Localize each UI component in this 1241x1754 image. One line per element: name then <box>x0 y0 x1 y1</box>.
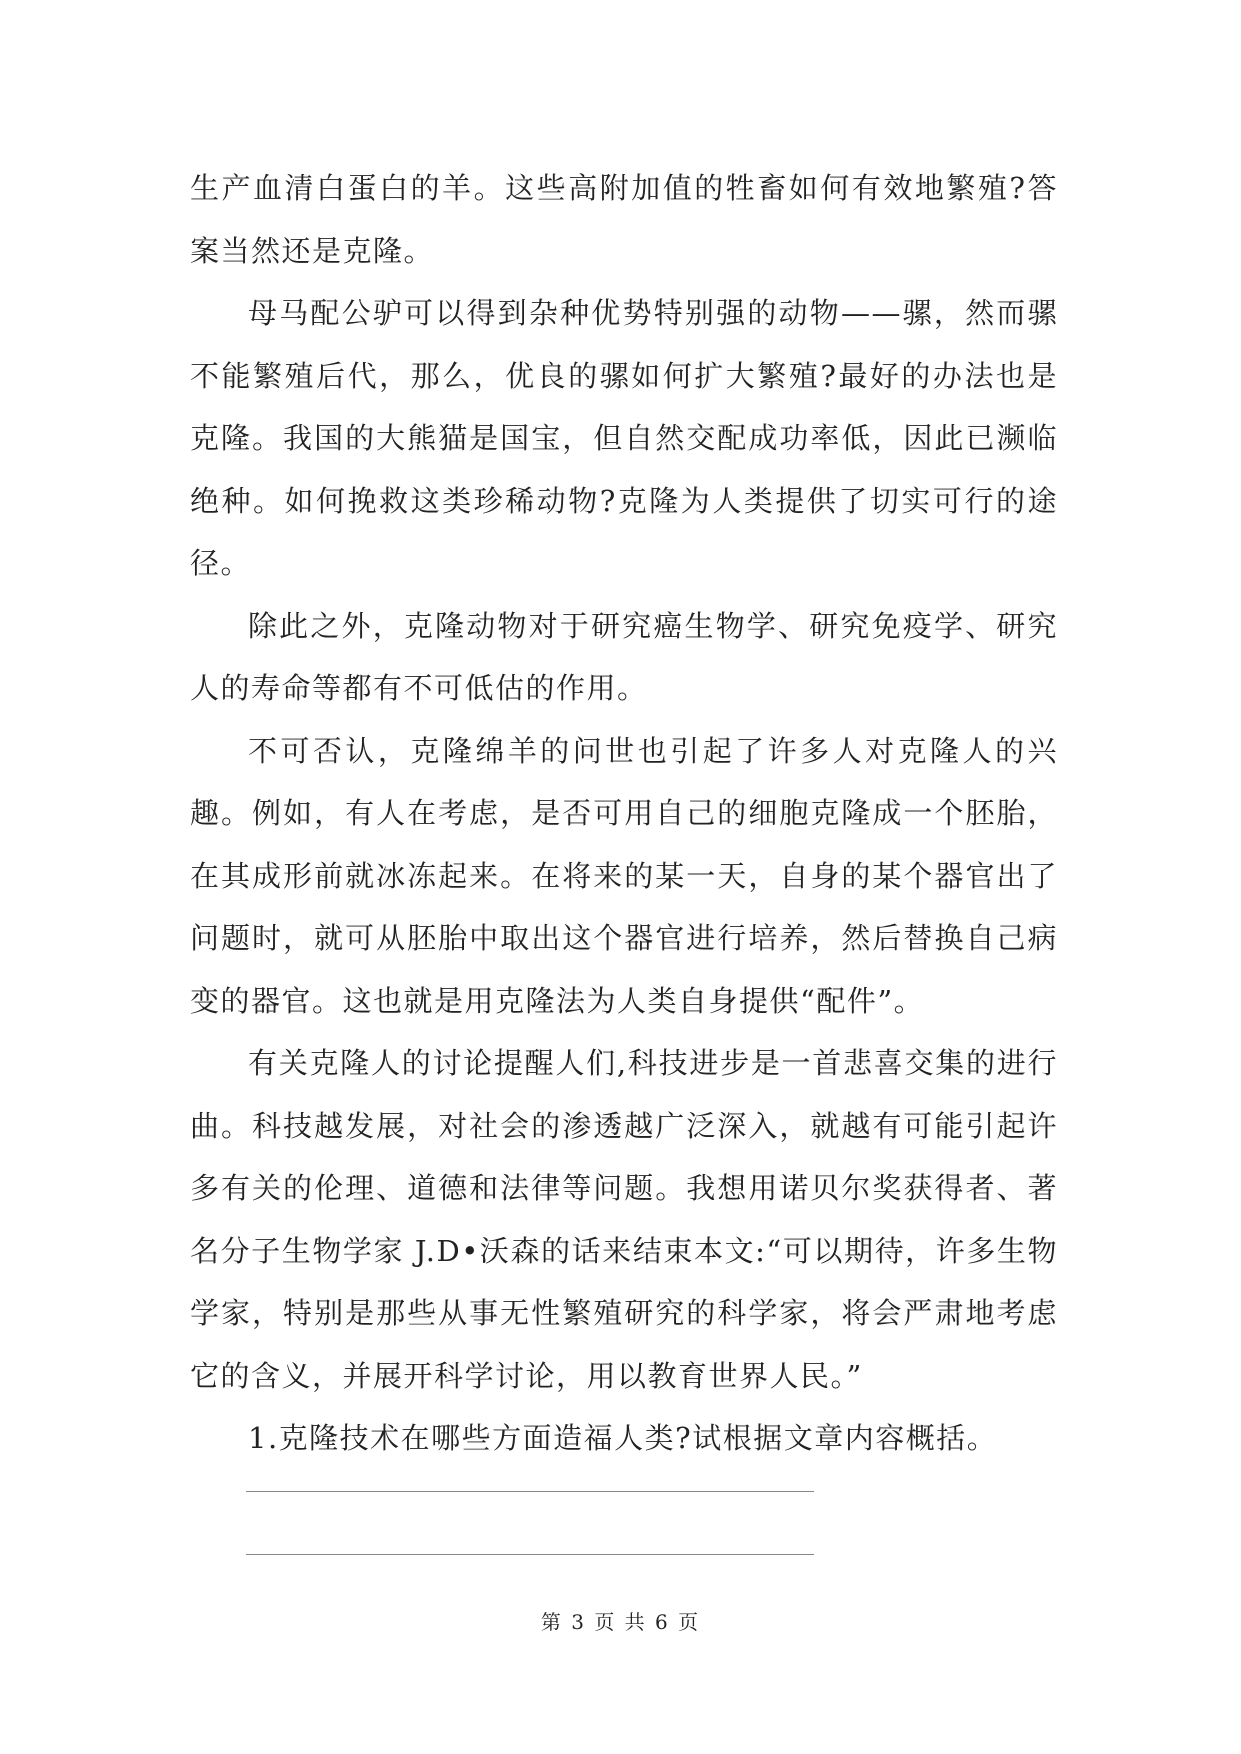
answer-lines <box>246 1491 814 1617</box>
answer-line <box>246 1491 814 1492</box>
paragraph-1: 生产血清白蛋白的羊。这些高附加值的牲畜如何有效地繁殖?答案当然还是克隆。 <box>190 171 1058 268</box>
answer-line <box>246 1554 814 1555</box>
paragraph-4: 不可否认，克隆绵羊的问世也引起了许多人对克隆人的兴趣。例如，有人在考虑，是否可用自己的细胞克隆成一个胚胎，在其成形前就冰冻起来。在将来的某一天，自身的某个器官出了问题时，就可从胚胎中取出这个器官进行培养，然后替换自己病变的器官。这也就是用克隆法为人类自身提供“配件”。 <box>190 733 1058 1018</box>
paragraph-3: 除此之外，克隆动物对于研究癌生物学、研究免疫学、研究人的寿命等都有不可低估的作用。 <box>190 608 1058 705</box>
document-body <box>190 157 1058 1470</box>
paragraph-2: 母马配公驴可以得到杂种优势特别强的动物——骡，然而骡不能繁殖后代，那么，优良的骡如何扩大繁殖?最好的办法也是克隆。我国的大熊猫是国宝，但自然交配成功率低，因此已濒临绝种。如何挽救这类珍稀动物?克隆为人类提供了切实可行的途径。 <box>190 296 1058 580</box>
paragraph-5: 有关克隆人的讨论提醒人们,科技进步是一首悲喜交集的进行曲。科技越发展，对社会的渗透越广泛深入，就越有可能引起许多有关的伦理、道德和法律等问题。我想用诺贝尔奖获得者、著名分子生物学家 J.D•沃森的话来结束本文:“可以期待，许多生物学家，特别是那些从事无性繁殖研究的科学家，将会严肃地考虑它的含义，并展开科学讨论，用以教育世界人民。” <box>190 1046 1058 1393</box>
page-footer: 第 3 页 共 6 页 <box>540 1610 701 1634</box>
question-1: 1.克隆技术在哪些方面造福人类?试根据文章内容概括。 <box>248 1421 998 1455</box>
